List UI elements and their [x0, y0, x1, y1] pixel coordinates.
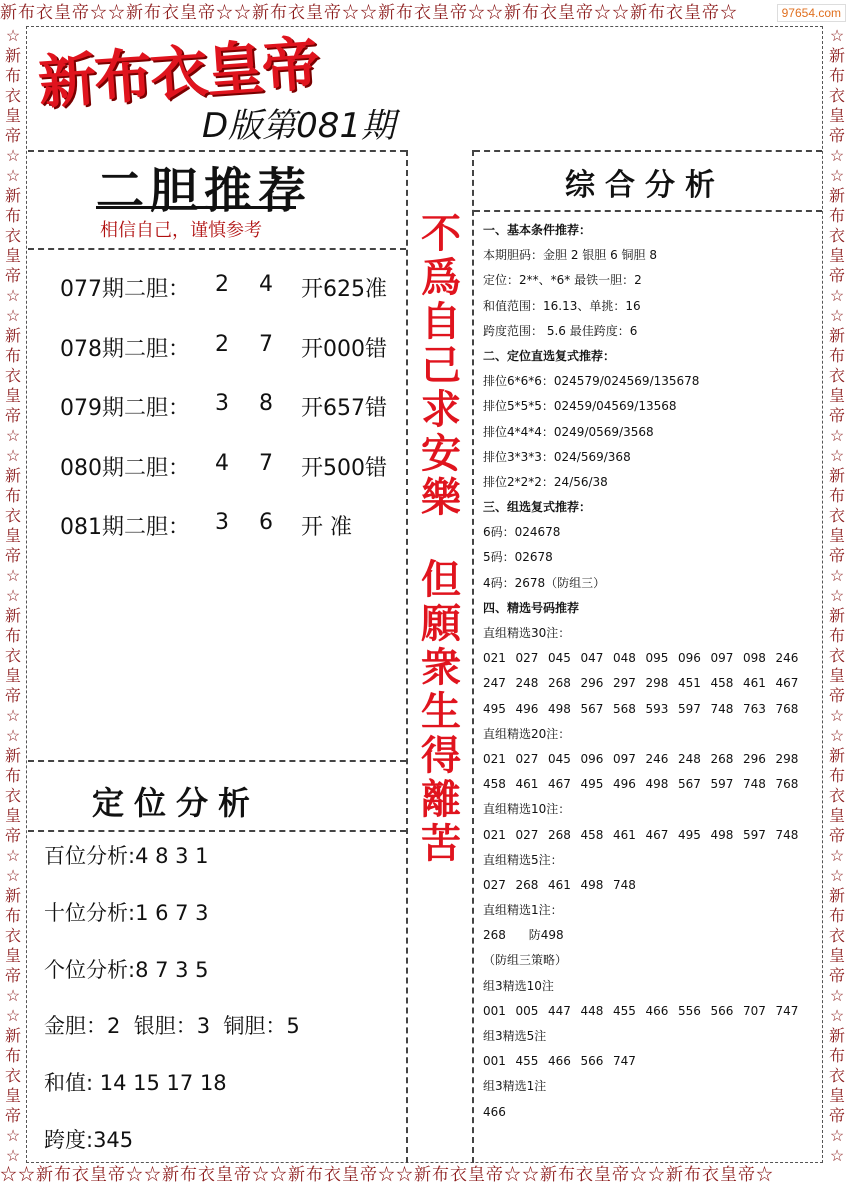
- dingwei-title: 定位分析: [92, 784, 261, 822]
- period-label: 080期二胆：: [60, 455, 190, 481]
- pick-number: 597: [710, 777, 734, 792]
- pick-number: 095: [645, 651, 669, 666]
- bottom-border-text: ☆☆新布衣皇帝☆☆新布衣皇帝☆☆新布衣皇帝☆☆新布衣皇帝☆☆新布衣皇帝☆☆新布衣皇帝☆: [0, 1165, 774, 1185]
- pick-number: 461: [548, 877, 571, 892]
- analysis-line: 排位3*3*3：024/569/368: [483, 449, 631, 464]
- pick-number: 556: [678, 1003, 701, 1018]
- analysis-line: 直组精选1注：: [483, 903, 563, 918]
- pick-number: 458: [710, 676, 734, 691]
- analysis-line: 组3精选5注: [483, 1029, 547, 1043]
- pick-number: 567: [678, 777, 701, 792]
- pick-number: 268: [548, 827, 571, 842]
- dan-number: 8: [259, 391, 273, 416]
- divider: [28, 760, 406, 762]
- pick-number: 298: [645, 676, 669, 691]
- period-label: 079期二胆：: [60, 396, 190, 421]
- result-text: 开625准: [301, 277, 387, 302]
- pick-number: 246: [775, 651, 799, 666]
- analysis-line: （防组三策略）: [483, 953, 568, 968]
- pick-number: 458: [580, 827, 604, 842]
- number-grid-row: [483, 999, 813, 1024]
- pick-number: 567: [580, 701, 604, 716]
- pick-number: 247: [483, 676, 506, 691]
- pick-number: 498: [548, 701, 571, 716]
- dan-number: 4: [215, 450, 229, 476]
- pick-number: 498: [645, 777, 669, 792]
- dan-number: 2: [215, 272, 229, 297]
- title-underline: [96, 206, 296, 209]
- pick-number: 597: [678, 701, 701, 716]
- result-text: 开 准: [301, 515, 352, 540]
- right-border-text: ☆ 新 布 衣 皇 帝 ☆ ☆ 新 布 衣 皇 帝 ☆ ☆ 新 布 衣 皇 帝 ☆ ☆ 新 布 衣 皇 帝 ☆ ☆ 新 布 衣 皇 帝 ☆ ☆ 新 布 衣 皇 帝 ☆ ☆ 新 布 衣 皇 帝 ☆ ☆ 新 布 衣 皇 帝 ☆ ☆: [828, 26, 845, 1163]
- number-grid-row: [483, 823, 813, 848]
- analysis-line: 组3精选1注: [483, 1079, 547, 1094]
- pick-number: 467: [645, 827, 669, 842]
- pick-number: 045: [548, 751, 571, 766]
- pick-number: 461: [515, 777, 539, 792]
- pick-number: 707: [743, 1003, 766, 1018]
- number-grid-row: [483, 873, 813, 898]
- number-grid-row: [483, 1049, 813, 1074]
- result-text: 开500错: [301, 455, 387, 481]
- top-border-text: 新布衣皇帝☆☆新布衣皇帝☆☆新布衣皇帝☆☆新布衣皇帝☆☆新布衣皇帝☆☆新布衣皇帝☆: [0, 3, 738, 23]
- pick-number: 097: [710, 651, 734, 666]
- pick-number: 021: [483, 651, 506, 666]
- analysis-line: 直组精选20注：: [483, 726, 571, 741]
- pick-number: 458: [483, 777, 506, 792]
- list-item: [60, 391, 387, 451]
- list-item: 和值: 14 15 17 18: [44, 1071, 227, 1096]
- analysis-line: 排位2*2*2：24/56/38: [483, 474, 608, 489]
- pick-number: 593: [645, 701, 669, 716]
- number-grid-row: [483, 747, 813, 772]
- analysis-line: 直组精选30注：: [483, 626, 571, 640]
- pick-number: 298: [775, 751, 799, 766]
- analysis-line: 一、基本条件推荐：: [483, 223, 592, 237]
- pick-number: 027: [483, 877, 506, 892]
- pick-number: 455: [515, 1054, 539, 1069]
- pick-number: 467: [775, 676, 799, 691]
- pick-number: 448: [580, 1003, 604, 1018]
- result-text: 开657错: [301, 396, 387, 421]
- pick-number: 005: [515, 1003, 539, 1018]
- erdan-title: 二胆推荐: [96, 163, 313, 219]
- pick-number: 096: [678, 651, 701, 666]
- pick-number: 597: [743, 827, 766, 842]
- dan-number: 3: [215, 510, 229, 535]
- analysis-line: 本期胆码：金胆 2 银胆 6 铜胆 8: [483, 248, 657, 263]
- list-item: 个位分析:8 7 3 5: [44, 957, 209, 982]
- analysis-line: 排位4*4*4：0249/0569/3568: [483, 424, 654, 439]
- pick-number: 027: [515, 751, 539, 766]
- period-label: 077期二胆：: [60, 277, 190, 302]
- pick-number: 495: [678, 827, 701, 842]
- analysis-line: 5码：02678: [483, 550, 553, 565]
- list-item: 跨度:345: [44, 1127, 134, 1152]
- pick-number: 297: [613, 676, 636, 691]
- erdan-list: [60, 272, 387, 570]
- analysis-line: 466: [483, 1104, 506, 1119]
- pick-number: 498: [710, 827, 734, 842]
- pick-number: 768: [775, 777, 799, 792]
- pick-number: 768: [775, 701, 799, 716]
- analysis-line: 排位6*6*6：024579/024569/135678: [483, 374, 700, 389]
- pick-number: 455: [613, 1003, 636, 1018]
- pick-number: 268: [548, 676, 571, 691]
- divider: [28, 248, 406, 250]
- zonghe-title: 综合分析: [565, 168, 725, 203]
- pick-number: 495: [580, 777, 604, 792]
- pick-number: 496: [515, 701, 539, 716]
- pick-number: 001: [483, 1003, 506, 1018]
- analysis-line: 直组精选10注：: [483, 802, 571, 817]
- analysis-line: 四、精选号码推荐: [483, 600, 580, 615]
- analysis-line: 4码：2678（防组三）: [483, 575, 606, 590]
- analysis-line: 定位：2**、*6* 最铁一胆：2: [483, 273, 642, 288]
- pick-number: 748: [613, 877, 636, 892]
- motto-line-2: 但願衆生得離苦: [421, 556, 461, 867]
- pick-number: 748: [710, 701, 734, 716]
- dan-number: 4: [259, 272, 273, 297]
- pick-number: 566: [710, 1003, 734, 1018]
- divider: [28, 830, 406, 832]
- pick-number: 045: [548, 651, 571, 666]
- pick-number: 021: [483, 827, 506, 842]
- pick-number: 467: [548, 777, 571, 792]
- pick-number: 096: [580, 751, 604, 766]
- pick-number: 296: [580, 676, 604, 691]
- pick-number: 461: [743, 676, 766, 691]
- analysis-line: 直组精选5注：: [483, 852, 563, 867]
- period-label: 081期二胆：: [60, 515, 190, 540]
- pick-number: 496: [613, 777, 636, 792]
- dan-number: 7: [259, 450, 273, 476]
- analysis-line: 跨度范围： 5.6 最佳跨度：6: [483, 323, 638, 338]
- period-label: 078期二胆：: [60, 336, 190, 362]
- pick-number: 566: [580, 1054, 604, 1069]
- pick-number: 098: [743, 651, 766, 666]
- divider: [472, 150, 474, 1163]
- analysis-line: 和值范围：16.13、单挑：16: [483, 298, 641, 313]
- dingwei-list: [44, 840, 300, 1181]
- pick-number: 248: [678, 751, 701, 766]
- result-text: 开000错: [301, 336, 387, 362]
- pick-number: 097: [613, 751, 636, 766]
- pick-number: 495: [483, 701, 506, 716]
- dan-number: 6: [259, 510, 273, 535]
- divider: [474, 150, 822, 152]
- pick-number: 466: [645, 1003, 669, 1018]
- pick-number: 268: [710, 751, 734, 766]
- pick-number: 047: [580, 651, 604, 666]
- list-item: [60, 272, 387, 332]
- edition-title: D版第081期: [202, 106, 396, 146]
- pick-number: 048: [613, 651, 636, 666]
- analysis-line: 二、定位直选复式推荐：: [483, 348, 616, 363]
- motto-line-1: 不爲自己求安樂: [421, 210, 461, 521]
- pick-number: 027: [515, 827, 539, 842]
- pick-number: 027: [515, 651, 539, 666]
- number-grid-row: [483, 772, 813, 797]
- analysis-line: 6码：024678: [483, 525, 561, 540]
- zonghe-list: [483, 218, 813, 1125]
- pick-number: 268: [515, 877, 539, 892]
- pick-number: 248: [515, 676, 539, 691]
- motto-column: [416, 212, 466, 866]
- pick-number: 451: [678, 676, 701, 691]
- brand-logo: 新布衣皇帝: [35, 29, 321, 117]
- dan-number: 2: [215, 331, 229, 357]
- list-item: [60, 332, 387, 392]
- pick-number: 466: [548, 1054, 571, 1069]
- list-item: 金胆：2 银胆：3 铜胆：5: [44, 1014, 300, 1039]
- analysis-line: 组3精选10注: [483, 978, 554, 993]
- list-item: 百位分析:4 8 3 1: [44, 844, 209, 868]
- pick-number: 747: [613, 1054, 636, 1069]
- pick-number: 498: [580, 877, 604, 892]
- list-item: [60, 451, 387, 511]
- analysis-line: 268 防498: [483, 928, 564, 943]
- pick-number: 447: [548, 1003, 571, 1018]
- pick-number: 296: [743, 751, 766, 766]
- divider: [474, 210, 822, 212]
- dan-number: 3: [215, 391, 229, 416]
- pick-number: 747: [775, 1003, 799, 1018]
- pick-number: 748: [743, 777, 766, 792]
- left-border-text: ☆ 新 布 衣 皇 帝 ☆ ☆ 新 布 衣 皇 帝 ☆ ☆ 新 布 衣 皇 帝 ☆ ☆ 新 布 衣 皇 帝 ☆ ☆ 新 布 衣 皇 帝 ☆ ☆ 新 布 衣 皇 帝 ☆ ☆ 新 布 衣 皇 帝 ☆ ☆ 新 布 衣 皇 帝 ☆ ☆: [4, 26, 21, 1163]
- site-watermark: 97654.com: [777, 4, 846, 22]
- number-grid-row: [483, 646, 813, 671]
- list-item: 十位分析:1 6 7 3: [44, 900, 209, 925]
- divider: [406, 150, 408, 1163]
- analysis-line: 排位5*5*5：02459/04569/13568: [483, 399, 677, 414]
- pick-number: 246: [645, 751, 669, 766]
- pick-number: 001: [483, 1054, 506, 1069]
- number-grid-row: [483, 671, 813, 696]
- pick-number: 021: [483, 751, 506, 766]
- list-item: [60, 510, 387, 570]
- erdan-subtitle: 相信自己，谨慎参考: [100, 220, 262, 241]
- pick-number: 461: [613, 827, 636, 842]
- analysis-line: 三、组选复式推荐：: [483, 500, 592, 515]
- dan-number: 7: [259, 331, 273, 357]
- number-grid-row: [483, 697, 813, 722]
- pick-number: 748: [775, 827, 799, 842]
- pick-number: 763: [743, 701, 766, 716]
- pick-number: 568: [613, 701, 636, 716]
